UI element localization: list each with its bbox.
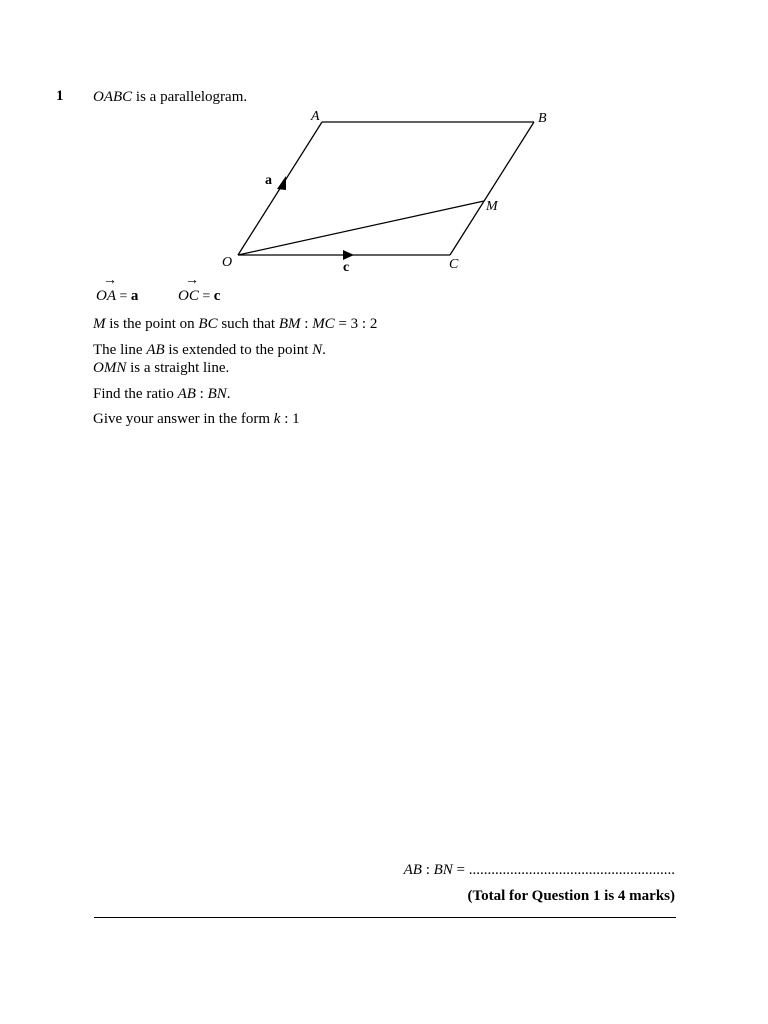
text-fragment: N <box>312 342 323 358</box>
vector-arrow-icon: → <box>103 273 117 288</box>
text-fragment: Give your answer in the form <box>93 411 274 427</box>
question-divider <box>94 917 676 918</box>
text-find-ratio <box>93 385 231 403</box>
answer-eq: = <box>452 862 469 878</box>
vector-oa-value: a <box>130 288 139 304</box>
text-straight-line <box>93 359 229 377</box>
vector-oa-name: OA <box>96 288 116 304</box>
vector-oc-definition <box>178 273 221 305</box>
text-fragment: Find the ratio <box>93 386 178 402</box>
line-om <box>238 201 484 255</box>
arrow-c-icon <box>343 250 354 260</box>
text-fragment: : 1 <box>280 411 300 427</box>
answer-dots-field[interactable]: ....................................................... <box>468 862 675 878</box>
vector-oa-eq: = <box>116 289 131 304</box>
text-fragment: . <box>226 386 231 402</box>
answer-sep: : <box>421 862 434 878</box>
label-b-point: B <box>538 111 547 126</box>
answer-lhs-ab: AB <box>403 862 422 878</box>
text-fragment: is the point on <box>105 316 199 332</box>
text-fragment: . <box>322 342 326 358</box>
total-marks: (Total for Question 1 is 4 marks) <box>467 888 675 904</box>
text-fragment: M <box>93 316 106 332</box>
text-fragment: = 3 : 2 <box>334 316 378 332</box>
label-c-point: C <box>449 257 459 272</box>
vector-oc-name: OC <box>178 288 199 304</box>
text-fragment: AB <box>146 342 165 358</box>
text-m-point-definition <box>93 315 377 333</box>
text-fragment: such that <box>217 316 279 332</box>
text-line-extended <box>93 341 326 359</box>
text-fragment: BN <box>207 386 227 402</box>
label-m-point: M <box>486 199 498 214</box>
answer-line[interactable] <box>404 862 675 879</box>
label-vector-c: c <box>343 260 350 275</box>
vector-arrow-icon: → <box>185 273 199 288</box>
label-o-point: O <box>222 255 233 270</box>
vector-oc-value: c <box>213 288 221 304</box>
text-fragment: AB <box>177 386 196 402</box>
label-a-point: A <box>311 109 320 124</box>
text-fragment: BC <box>198 316 218 332</box>
text-fragment: MC <box>312 316 335 332</box>
text-fragment: k <box>273 411 281 427</box>
text-fragment: The line <box>93 342 147 358</box>
answer-lhs-bn: BN <box>433 862 453 878</box>
vector-oc-eq: = <box>198 289 214 304</box>
text-fragment: is a straight line. <box>126 360 230 376</box>
parallelogram-diagram <box>0 0 768 300</box>
vector-oa-definition <box>96 273 139 305</box>
text-answer-form <box>93 410 300 428</box>
question-number: 1 <box>56 88 64 104</box>
text-fragment: : <box>300 316 313 332</box>
intro-shape-name: OABC <box>93 89 133 105</box>
text-fragment: : <box>195 386 208 402</box>
text-fragment: BM <box>278 316 301 332</box>
text-fragment: is extended to the point <box>164 342 313 358</box>
edge-bc <box>450 122 534 255</box>
text-fragment: OMN <box>93 360 127 376</box>
label-vector-a: a <box>265 173 272 188</box>
intro-text: is a parallelogram. <box>132 89 248 105</box>
arrow-a-icon <box>277 176 286 190</box>
